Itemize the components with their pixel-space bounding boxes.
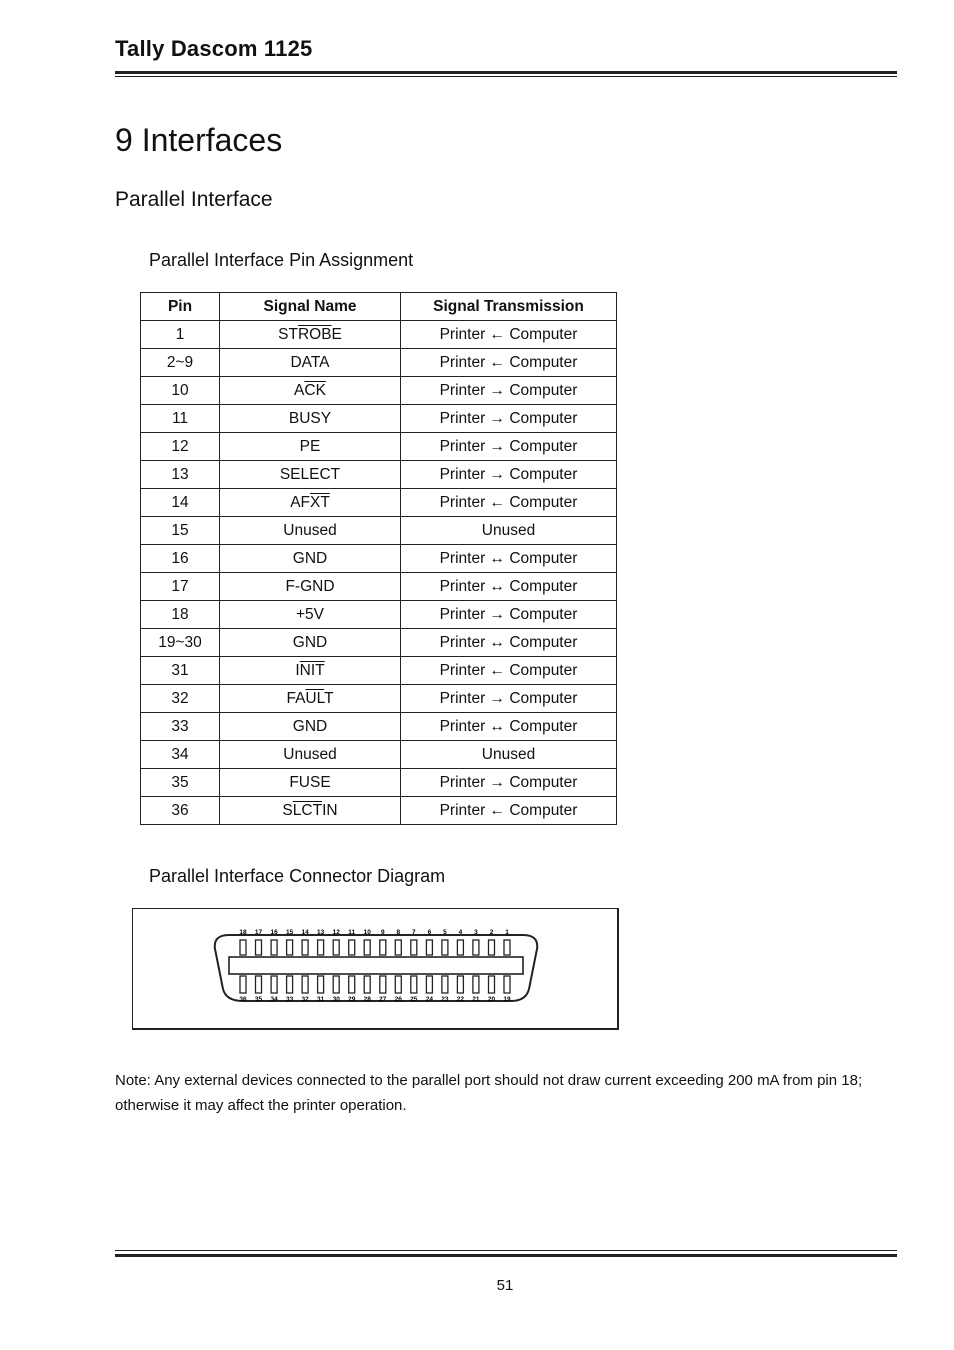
connector-pin-contact-bottom: [364, 976, 370, 993]
connector-pin-label-bottom: 29: [348, 996, 356, 1003]
connector-pin-label-top: 14: [301, 929, 309, 936]
header-rule-thin: [115, 76, 897, 77]
table-row: [141, 489, 617, 517]
table-row: [141, 601, 617, 629]
signal-transmission-cell: Printer ↔ Computer: [401, 713, 617, 741]
table-row: [141, 461, 617, 489]
connector-pin-label-top: 4: [458, 929, 463, 936]
pin-cell: 33: [141, 713, 220, 741]
connector-pin-contact-bottom: [240, 976, 246, 993]
connector-pin-contact-bottom: [395, 976, 401, 993]
signal-name-cell: $FA\overline{UL}T$: [220, 685, 401, 713]
table-header-row: [141, 293, 617, 321]
chapter-title: 9 Interfaces: [115, 122, 283, 158]
table-row: [141, 377, 617, 405]
signal-transmission-cell: Printer → Computer: [401, 769, 617, 797]
connector-pin-label-top: 12: [332, 929, 340, 936]
signal-transmission-cell: Printer ↔ Computer: [401, 545, 617, 573]
signal-name-cell: DATA: [220, 349, 401, 377]
connector-pin-label-bottom: 23: [441, 996, 449, 1003]
signal-transmission-cell: Unused: [401, 741, 617, 769]
pin-cell: 13: [141, 461, 220, 489]
column-header-signal-transmission: Signal Transmission: [401, 293, 617, 321]
connector-pin-label-top: 15: [285, 929, 294, 936]
connector-pin-label-top: 3: [474, 929, 478, 936]
footer-rule-thick: [115, 1254, 897, 1257]
table-row: [141, 573, 617, 601]
table-row: [141, 685, 617, 713]
table-row: [141, 713, 617, 741]
pin-cell: 14: [141, 489, 220, 517]
footer-rule-thin: [115, 1250, 897, 1251]
pin-cell: 12: [141, 433, 220, 461]
connector-pin-contact-top: [411, 940, 417, 955]
connector-pin-contact-top: [489, 940, 495, 955]
signal-name-cell: GND: [220, 545, 401, 573]
connector-pin-contact-top: [504, 940, 510, 955]
connector-pin-label-bottom: 27: [379, 996, 387, 1003]
connector-pin-label-bottom: 24: [425, 996, 434, 1003]
connector-pin-label-bottom: 31: [316, 996, 325, 1003]
connector-pin-contact-bottom: [411, 976, 417, 993]
connector-pin-label-top: 10: [363, 929, 371, 936]
connector-pin-contact-top: [271, 940, 277, 955]
column-header-pin: Pin: [141, 293, 220, 321]
signal-name-cell: $S\overline{LCT}IN$: [220, 797, 401, 825]
connector-pin-contact-bottom: [380, 976, 386, 993]
connector-pin-label-bottom: 36: [239, 996, 247, 1003]
connector-pin-contact-bottom: [302, 976, 308, 993]
connector-pin-contact-top: [333, 940, 339, 955]
signal-name-cell: +5V: [220, 601, 401, 629]
pin-cell: 36: [141, 797, 220, 825]
connector-pin-contact-top: [364, 940, 370, 955]
connector-pin-contact-top: [349, 940, 355, 955]
connector-pin-contact-top: [457, 940, 463, 955]
connector-pin-contact-bottom: [349, 976, 355, 993]
pin-cell: 16: [141, 545, 220, 573]
signal-name-cell: GND: [220, 713, 401, 741]
connector-pin-label-top: 1: [505, 929, 509, 936]
signal-transmission-cell: Printer ↔ Computer: [401, 573, 617, 601]
pin-cell: 17: [141, 573, 220, 601]
signal-name-cell: $AF\overline{XT}$: [220, 489, 401, 517]
table-row: [141, 657, 617, 685]
signal-transmission-cell: Printer ← Computer: [401, 489, 617, 517]
header-rule-thick: [115, 71, 897, 74]
connector-pin-contact-bottom: [287, 976, 293, 993]
pin-cell: 18: [141, 601, 220, 629]
connector-pin-label-bottom: 25: [410, 996, 418, 1003]
pin-cell: 10: [141, 377, 220, 405]
connector-pin-label-top: 5: [443, 929, 447, 936]
connector-caption: Parallel Interface Connector Diagram: [149, 866, 446, 886]
signal-name-cell: $ST\overline{ROB}E$: [220, 321, 401, 349]
column-header-signal-name: Signal Name: [220, 293, 401, 321]
signal-transmission-cell: Printer → Computer: [401, 461, 617, 489]
connector-pin-contact-bottom: [489, 976, 495, 993]
pin-cell: 35: [141, 769, 220, 797]
connector-pin-label-top: 6: [427, 929, 432, 936]
table-row: [141, 433, 617, 461]
pin-cell: 11: [141, 405, 220, 433]
signal-transmission-cell: Printer ← Computer: [401, 797, 617, 825]
pin-cell: 34: [141, 741, 220, 769]
connector-pin-contact-top: [395, 940, 401, 955]
pin-cell: 15: [141, 517, 220, 545]
connector-pin-contact-bottom: [504, 976, 510, 993]
pin-table-caption: Parallel Interface Pin Assignment: [149, 250, 414, 270]
table-row: [141, 405, 617, 433]
connector-pin-label-top: 2: [489, 929, 494, 936]
connector-pin-contact-top: [426, 940, 432, 955]
connector-pin-contact-bottom: [318, 976, 324, 993]
table-row: [141, 545, 617, 573]
signal-transmission-cell: Printer → Computer: [401, 377, 617, 405]
table-row: [141, 629, 617, 657]
signal-transmission-cell: Unused: [401, 517, 617, 545]
connector-pin-contact-top: [380, 940, 386, 955]
signal-name-cell: Unused: [220, 741, 401, 769]
header-title: Tally Dascom 1125: [115, 36, 313, 61]
connector-pin-label-bottom: 33: [285, 996, 294, 1003]
connector-pin-label-bottom: 21: [472, 996, 480, 1003]
connector-insulator: [229, 957, 523, 974]
connector-diagram: [132, 908, 619, 1030]
connector-pin-label-top: 11: [348, 929, 356, 936]
table-row: [141, 349, 617, 377]
connector-pin-label-bottom: 34: [270, 996, 278, 1003]
connector-pin-contact-top: [318, 940, 324, 955]
connector-pin-contact-top: [442, 940, 448, 955]
connector-pin-label-top: 9: [380, 929, 385, 936]
connector-pin-label-bottom: 19: [503, 996, 511, 1003]
signal-name-cell: $A\overline{CK}$: [220, 377, 401, 405]
signal-name-cell: BUSY: [220, 405, 401, 433]
connector-pin-label-bottom: 35: [254, 996, 263, 1003]
connector-drawing: [133, 909, 617, 1028]
connector-pin-label-top: 18: [239, 929, 247, 936]
connector-pin-label-bottom: 22: [456, 996, 465, 1003]
signal-transmission-cell: Printer → Computer: [401, 405, 617, 433]
connector-pin-contact-top: [240, 940, 246, 955]
pin-cell: 32: [141, 685, 220, 713]
connector-pin-contact-top: [473, 940, 479, 955]
signal-transmission-cell: Printer ← Computer: [401, 349, 617, 377]
table-row: [141, 769, 617, 797]
signal-transmission-cell: Printer → Computer: [401, 685, 617, 713]
note-text: Note: Any external devices connected to the parallel port should not draw current exceeding 200 mA from pin 18; otherwise it may affect the printer operation.: [115, 1072, 863, 1114]
page-number: 51: [496, 1277, 514, 1294]
pin-cell: 1: [141, 321, 220, 349]
signal-name-cell: GND: [220, 629, 401, 657]
connector-pin-label-top: 16: [270, 929, 278, 936]
connector-pin-contact-bottom: [271, 976, 277, 993]
table-row: [141, 517, 617, 545]
table-row: [141, 321, 617, 349]
signal-name-cell: FUSE: [220, 769, 401, 797]
connector-pin-contact-top: [256, 940, 262, 955]
connector-pin-label-top: 7: [411, 929, 416, 936]
signal-transmission-cell: Printer → Computer: [401, 433, 617, 461]
connector-pin-label-bottom: 26: [394, 996, 402, 1003]
connector-pin-contact-bottom: [457, 976, 463, 993]
signal-transmission-cell: Printer → Computer: [401, 601, 617, 629]
section-title: Parallel Interface: [115, 188, 273, 211]
pin-cell: 31: [141, 657, 220, 685]
connector-pin-contact-top: [287, 940, 293, 955]
connector-pin-label-top: 17: [254, 929, 263, 936]
pin-cell: 2~9: [141, 349, 220, 377]
signal-name-cell: $I\overline{NIT}$: [220, 657, 401, 685]
table-row: [141, 797, 617, 825]
signal-name-cell: PE: [220, 433, 401, 461]
connector-pin-contact-bottom: [442, 976, 448, 993]
connector-pin-label-bottom: 32: [301, 996, 309, 1003]
connector-pin-contact-bottom: [256, 976, 262, 993]
pin-cell: 19~30: [141, 629, 220, 657]
connector-pin-contact-bottom: [473, 976, 479, 993]
signal-name-cell: Unused: [220, 517, 401, 545]
connector-pin-contact-top: [302, 940, 308, 955]
connector-pin-label-top: 13: [316, 929, 325, 936]
connector-pin-label-top: 8: [396, 929, 401, 936]
connector-pin-label-bottom: 28: [363, 996, 371, 1003]
connector-pin-contact-bottom: [426, 976, 432, 993]
connector-pin-contact-bottom: [333, 976, 339, 993]
signal-transmission-cell: Printer ← Computer: [401, 321, 617, 349]
signal-transmission-cell: Printer ← Computer: [401, 657, 617, 685]
connector-pin-label-bottom: 20: [487, 996, 496, 1003]
table-row: [141, 741, 617, 769]
signal-name-cell: SELECT: [220, 461, 401, 489]
connector-pin-label-bottom: 30: [332, 996, 340, 1003]
signal-transmission-cell: Printer ↔ Computer: [401, 629, 617, 657]
signal-name-cell: F-GND: [220, 573, 401, 601]
pin-assignment-table: [140, 292, 617, 825]
